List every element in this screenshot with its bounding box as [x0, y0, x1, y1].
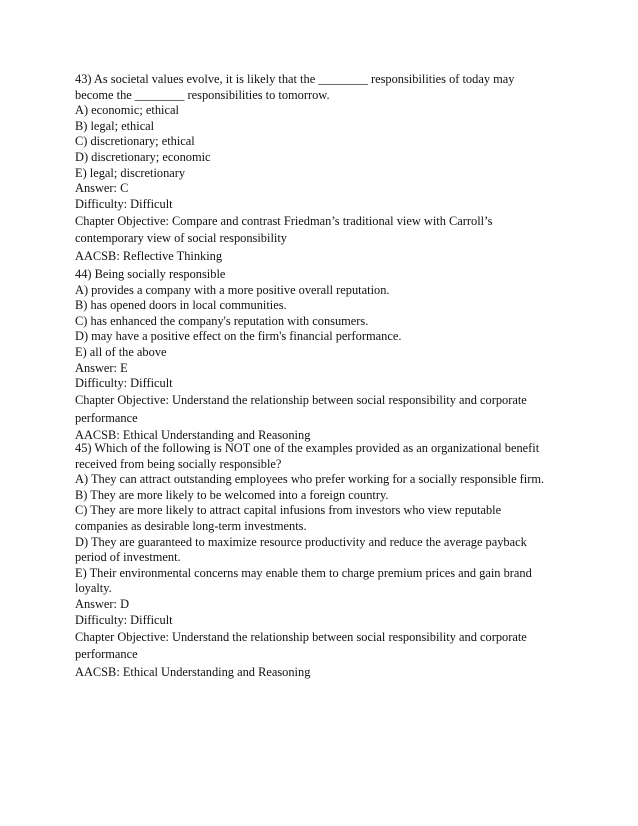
aacsb: AACSB: Ethical Understanding and Reasoning [75, 664, 311, 679]
answer: Answer: D [75, 596, 130, 611]
option-b: B) They are more likely to be welcomed into a foreign country. [75, 487, 389, 502]
chapter-objective: Chapter Objective: Understand the relationship between social responsibility and corporate performance [75, 629, 527, 662]
option-b: B) has opened doors in local communities. [75, 298, 287, 313]
question-stem: 44) Being socially responsible [75, 267, 226, 281]
option-a: A) They can attract outstanding employees who prefer working for a socially responsible firm. [75, 472, 545, 487]
difficulty: Difficulty: Difficult [75, 196, 173, 211]
difficulty: Difficulty: Difficult [75, 612, 173, 627]
option-e: E) Their environmental concerns may enable them to charge premium prices and gain brand loyalty. [75, 565, 532, 596]
option-a: A) provides a company with a more positive overall reputation. [75, 282, 390, 297]
option-a: A) economic; ethical [75, 103, 179, 118]
option-c: C) They are more likely to attract capital infusions from investors who view reputable companies as desirable long-term investments. [75, 503, 502, 533]
option-b: B) legal; ethical [75, 118, 155, 133]
answer: Answer: C [75, 181, 129, 196]
question-43 [75, 72, 555, 265]
question-44 [75, 267, 555, 445]
question-stem: 43) As societal values evolve, it is likely that the ________ responsibilities of today may become the ________ responsibilities to tomorrow. [75, 72, 515, 102]
option-c: C) discretionary; ethical [75, 134, 195, 149]
option-d: D) They are guaranteed to maximize resource productivity and reduce the average payback period of investment. [75, 534, 527, 565]
difficulty: Difficulty: Difficult [75, 376, 173, 391]
option-d: D) discretionary; economic [75, 149, 211, 164]
option-d: D) may have a positive effect on the firm's financial performance. [75, 329, 402, 344]
option-c: C) has enhanced the company's reputation with consumers. [75, 313, 369, 328]
chapter-objective: Chapter Objective: Understand the relationship between social responsibility and corporate performance [75, 393, 527, 425]
chapter-objective: Chapter Objective: Compare and contrast Friedman’s traditional view with Carroll’s contemporary view of social responsibility [75, 213, 493, 246]
question-45 [75, 441, 555, 681]
option-e: E) all of the above [75, 344, 167, 359]
aacsb: AACSB: Ethical Understanding and Reasoning [75, 428, 311, 443]
question-stem: 45) Which of the following is NOT one of the examples provided as an organizational benefit received from being socially responsible? [75, 441, 540, 471]
aacsb: AACSB: Reflective Thinking [75, 248, 223, 263]
option-e: E) legal; discretionary [75, 165, 186, 180]
answer: Answer: E [75, 360, 128, 375]
